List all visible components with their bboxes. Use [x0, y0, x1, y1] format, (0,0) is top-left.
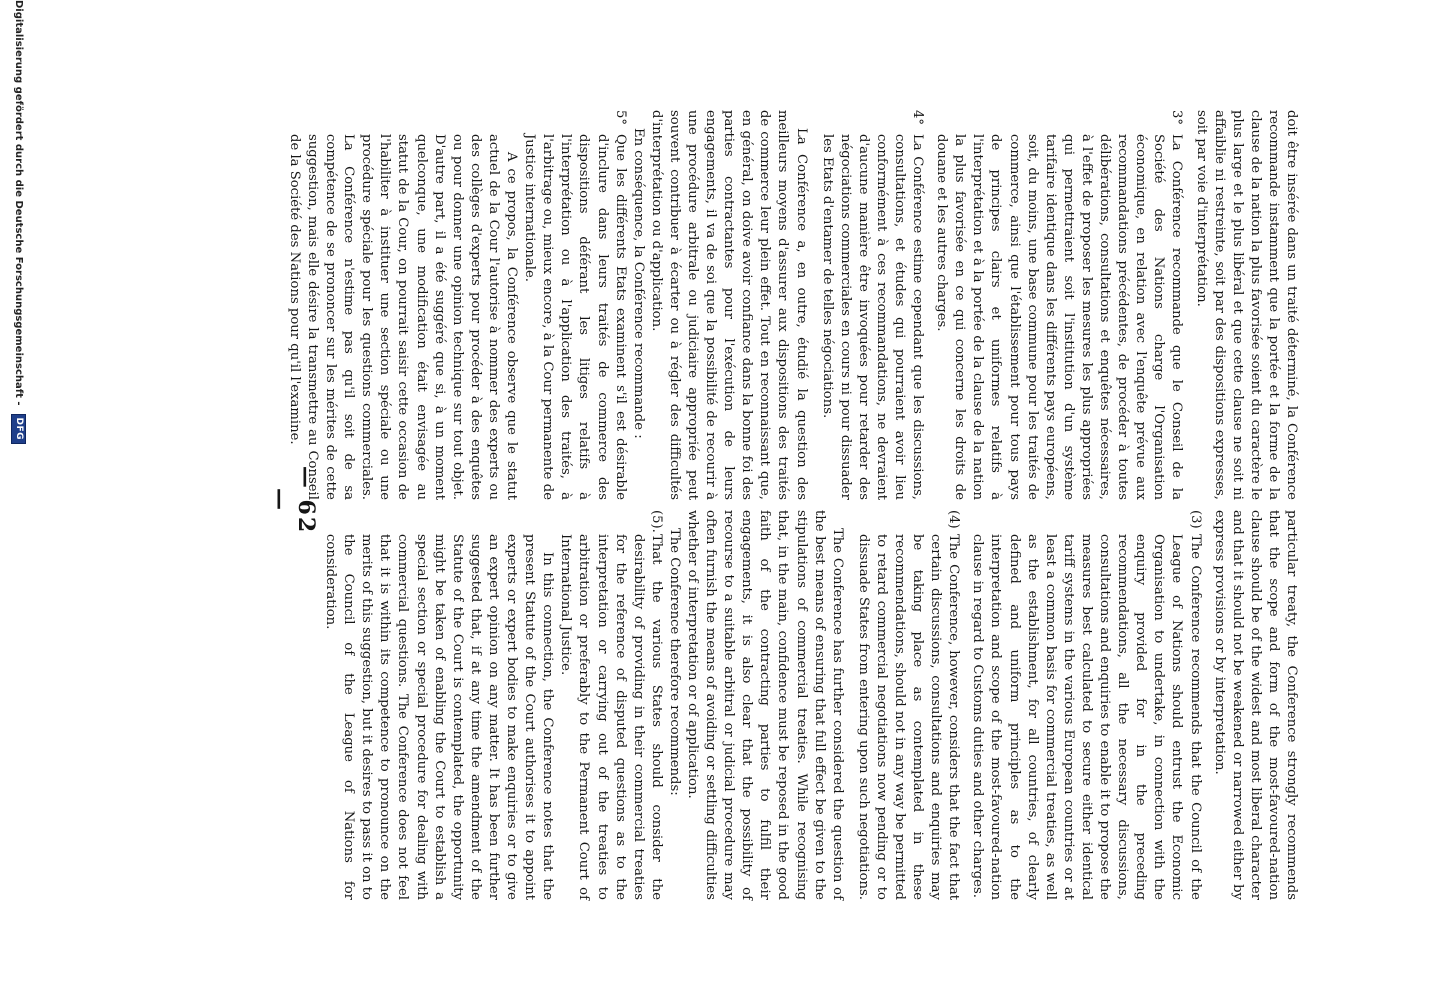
english-item-3-text: The Conference recommends that the Council of the League of Nations should entrust the Economic Organisation to undertake, in connection with the enquiry provided for in the preceding recommendations, all the necessary discussions, consultations and enquiries to enable it to propose the measures best calculated to secure either identical tariff systems in the various European countries or at least a common basis for commercial treaties, as well as the establishment, for all countries, of clearly defined and uniform principles as to the interpretation and scope of the most-favoured-nation clause in regard to Customs duties and other charges. — [970, 534, 1203, 900]
french-item-4-text: La Conférence estime cependant que les discussions, consultations, et études qui pourraient avoir lieu conformément à ces recommandations, ne devraient d'aucune manière être invoquées pour retarder des négociations commerciales en cours ni pour dissuader les Etats d'entamer de telles négociations. — [819, 134, 926, 500]
french-item-3-number: 3° — [1169, 110, 1185, 125]
english-item-5-paragraph: In this connection, the Conference notes that the present Statute of the Court authorises it to appoint experts or expert bodies to make enquiries or to give an expert opinion on any matter. It has been further suggested that, if at any time the amendment of the Statute of the Court is contemplated, the opportunity might be taken of enabling the Court to establish a special section or special procedure for dealing with commercial questions. The Conference does not feel that it is within its competence to pronounce on the merits of this suggestion, but it desires to pass it on to the Council of the League of Nations for consideration. — [323, 534, 556, 900]
english-paragraph-therefore: The Conference therefore recommends: — [666, 528, 682, 796]
digitization-footer — [9, 0, 29, 1000]
footer-text: Digitalisierung gefördert durch die Deutsche Forschungsgemeinschaft - — [13, 0, 25, 406]
english-item-4-text: The Conference, however, considers that the fact that certain discussions, consultations and enquiries may be taking place as contemplated in these recommendations, should not in any way be permitted to retard commercial negotiations now pending or to dissuade States from entering upon such negotiations. — [855, 534, 962, 900]
english-intro: particular treaty, the Conference strongly recommends that the scope and form of the most-favoured-nation clause should be of the widest and most liberal character and that it should not be weakened or narrowed either by express provisions or by interpretation. — [1211, 510, 1299, 900]
english-item-5 — [321, 510, 665, 900]
dfg-logo-icon: DFG — [12, 414, 27, 445]
french-item-4 — [818, 110, 927, 500]
english-paragraph-treaties: The Conference has further considered the question of the best means of ensuring that full effect be given to the stipulations of commercial treaties. While recognising that, in the main, confidence must be reposed in the good faith of the contracting parties to fulfil their engagements, it is also clear that the possibility of recourse to a suitable arbitral or judicial procedure may often furnish the means of avoiding or settling difficulties whether of interpretation or of application. — [685, 510, 845, 900]
french-column — [286, 110, 1300, 500]
french-intro: doit être insérée dans un traité déterminé, la Conférence recommande instamment que la portée et la forme de la clause de la nation la plus favorisée soient du caractère le plus large et le plus libéral et que cette clause ne soit ni affaiblie ni restreinte, soit par des dispositions expresses, soit par voie d'interprétation. — [1193, 110, 1299, 500]
english-item-5-number: (5). — [648, 510, 664, 533]
french-item-4-number: 4° — [910, 110, 926, 125]
english-item-3-number: (3) — [1187, 510, 1203, 529]
english-item-5-text: That the various States should consider the desirability of providing in their commercial treaties for the reference of disputed questions as to the interpretation or carrying out of the treaties to arbitration or preferably to the Permanent Court of International Justice. — [558, 534, 664, 900]
english-item-4 — [854, 510, 963, 900]
french-paragraph-therefore: En conséquence, la Conférence recommande : — [630, 128, 646, 439]
french-item-3 — [932, 110, 1185, 500]
french-paragraph-treaties: La Conférence a, en outre, étudié la question des meilleurs moyens d'assurer aux dispositions des traités de commerce leur plein effet. Tout en reconnaissant que, en général, on doive avoir confiance dans la bonne foi des parties contractantes pour l'exécution de leurs engagements, il va de soi que la possibilité de recourir à une procédure arbitrale ou judiciaire appropriée peut souvent contribuer à écarter ou à régler des difficultés d'interprétation ou d'application. — [648, 110, 809, 500]
french-item-5-paragraph: A ce propos, la Conférence observe que le statut actuel de la Cour l'autorise à nommer des experts ou des collèges d'experts pour procéder à des enquêtes ou pour donner une opinion technique sur tout objet. D'autre part, il a été suggéré que si, à un moment quelconque, une modification était envisagée au statut de la Cour, on pourrait saisir cette occasion de l'habiliter à instituer une section spéciale ou une procédure spéciale pour les questions commerciales. La Conférence n'estime pas qu'il soit de sa compétence de se prononcer sur les mérites de cette suggestion, mais elle désire la transmettre au Conseil de la Société des Nations pour qu'il l'examine. — [286, 134, 520, 500]
page-number: — 62 — — [267, 465, 319, 535]
french-item-5-text: Que les différents Etats examinent s'il est désirable d'inclure dans leurs traités de commerce des dispositions déférant les litiges relatifs à l'interprétation ou à l'application des traités, à l'arbitrage ou, mieux encore, à la Cour permanente de Justice internationale. — [522, 134, 628, 500]
english-item-4-number: (4) — [946, 510, 962, 529]
french-item-3-text: La Conférence recommande que le Conseil de la Société des Nations charge l'Organisation économique, en relation avec l'enquête prévue aux recommandations précédentes, de procéder à toutes délibérations, consultations et enquêtes nécessaires, à l'effet de proposer les mesures les plus appropriées qui permettraient soit l'institution d'un système tarifaire identique dans les différents pays européens, soit, du moins, une base commune pour les traités de commerce, ainsi que l'établissement pour tous pays de principes clairs et uniformes relatifs à l'interprétation et à la portée de la clause de la nation la plus favorisée en ce qui concerne les droits de douane et les autres charges. — [934, 134, 1185, 500]
english-item-3 — [968, 510, 1203, 900]
french-item-5-number: 5° — [612, 110, 628, 125]
english-column — [325, 510, 1300, 900]
french-item-5 — [285, 110, 629, 500]
